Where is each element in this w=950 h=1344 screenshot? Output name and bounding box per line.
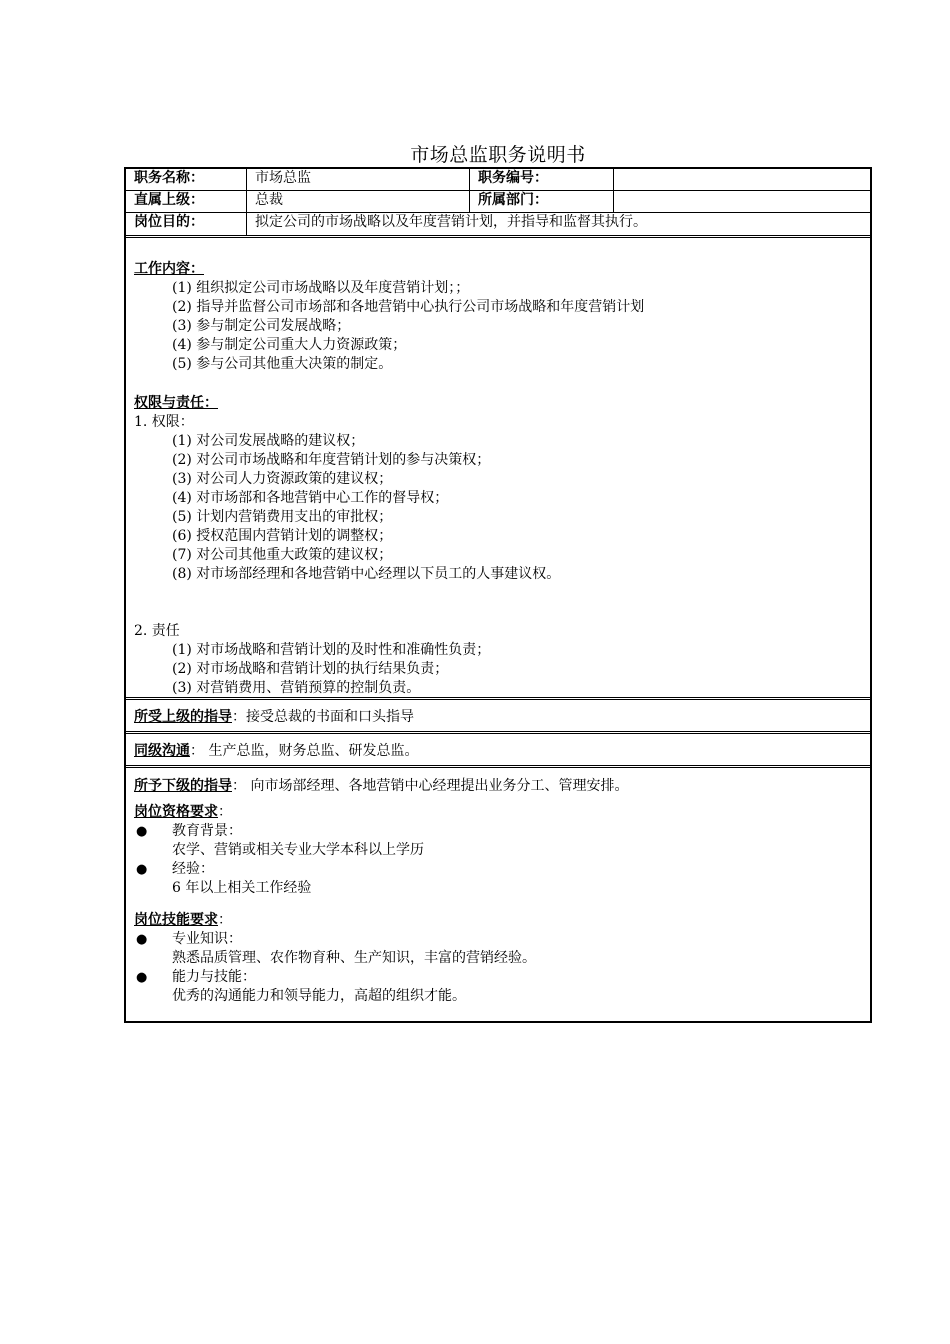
power-item: (3) 对公司人力资源政策的建议权； (172, 471, 393, 487)
bullet-icon: ● (136, 970, 148, 985)
header-row-1 (126, 169, 870, 191)
job-description-table (124, 167, 872, 1023)
work-content-heading: 工作内容： (134, 261, 204, 277)
skills-heading: 岗位技能要求 (134, 912, 218, 928)
power-item: (1) 对公司发展战略的建议权； (172, 433, 365, 449)
department-value (614, 191, 870, 212)
job-code-label: 职务编号： (470, 169, 614, 190)
peer-section (126, 734, 870, 768)
qualification-heading-line: 岗位资格要求： (134, 804, 232, 820)
supervision-label: 所受上级的指导 (134, 709, 232, 725)
supervisor-value: 总裁 (247, 191, 470, 212)
bullet-icon: ● (136, 932, 148, 947)
work-item: (2) 指导并监督公司市场部和各地营销中心执行公司市场战略和年度营销计划 (172, 299, 645, 315)
duty-item: (1) 对市场战略和营销计划的及时性和准确性负责； (172, 642, 491, 658)
supervision-text: ：接受总裁的书面和口头指导 (232, 709, 414, 725)
peer-text: ： 生产总监，财务总监、研发总监。 (190, 743, 419, 759)
purpose-label: 岗位目的： (126, 213, 247, 235)
authority-heading: 权限与责任： (134, 395, 218, 411)
skills-label: 能力与技能： (172, 969, 256, 985)
power-item: (6) 授权范围内营销计划的调整权； (172, 528, 393, 544)
duty-item: (2) 对市场战略和营销计划的执行结果负责； (172, 661, 449, 677)
supervision-section (126, 700, 870, 734)
job-code-value (614, 169, 870, 190)
subordinate-label: 所予下级的指导 (134, 778, 232, 794)
peer-label: 同级沟通 (134, 743, 190, 759)
supervision-line (134, 708, 414, 727)
power-item: (8) 对市场部经理和各地营销中心经理以下员工的人事建议权。 (172, 566, 561, 582)
qualification-heading: 岗位资格要求 (134, 804, 218, 820)
power-title: 1. 权限： (134, 414, 194, 430)
purpose-value: 拟定公司的市场战略以及年度营销计划，并指导和监督其执行。 (255, 214, 647, 230)
qualification-label: 教育背景： (172, 823, 242, 839)
qualification-detail: 6 年以上相关工作经验 (172, 880, 312, 896)
supervisor-label: 直属上级： (126, 191, 247, 212)
qualification-label: 经验： (172, 861, 214, 877)
skills-detail: 熟悉品质管理、农作物育种、生产知识，丰富的营销经验。 (172, 950, 536, 966)
department-label: 所属部门： (470, 191, 614, 212)
bullet-icon: ● (136, 862, 148, 877)
document-title: 市场总监职务说明书 (410, 144, 586, 166)
header-row-3 (126, 213, 870, 238)
power-item: (7) 对公司其他重大政策的建议权； (172, 547, 393, 563)
work-item: (5) 参与公司其他重大决策的制定。 (172, 356, 393, 372)
skills-heading-line: 岗位技能要求： (134, 912, 232, 928)
requirements-section (126, 768, 870, 1021)
header-row-2 (126, 191, 870, 213)
power-item: (2) 对公司市场战略和年度营销计划的参与决策权； (172, 452, 491, 468)
power-item: (4) 对市场部和各地营销中心工作的督导权； (172, 490, 449, 506)
bullet-icon: ● (136, 824, 148, 839)
work-item: (3) 参与制定公司发展战略； (172, 318, 351, 334)
subordinate-line (134, 777, 628, 796)
duty-title: 2. 责任 (134, 623, 180, 639)
job-name-value: 市场总监 (247, 169, 470, 190)
skills-label: 专业知识： (172, 931, 242, 947)
subordinate-text: ： 向市场部经理、各地营销中心经理提出业务分工、管理安排。 (232, 778, 629, 794)
duty-item: (3) 对营销费用、营销预算的控制负责。 (172, 680, 421, 696)
job-name-label: 职务名称： (126, 169, 247, 190)
responsibility-section (126, 238, 870, 700)
power-item: (5) 计划内营销费用支出的审批权； (172, 509, 393, 525)
peer-line (134, 742, 418, 761)
work-item: (4) 参与制定公司重大人力资源政策； (172, 337, 407, 353)
skills-detail: 优秀的沟通能力和领导能力，高超的组织才能。 (172, 988, 466, 1004)
qualification-detail: 农学、营销或相关专业大学本科以上学历 (172, 842, 424, 858)
work-item: (1) 组织拟定公司市场战略以及年度营销计划；； (172, 280, 470, 296)
